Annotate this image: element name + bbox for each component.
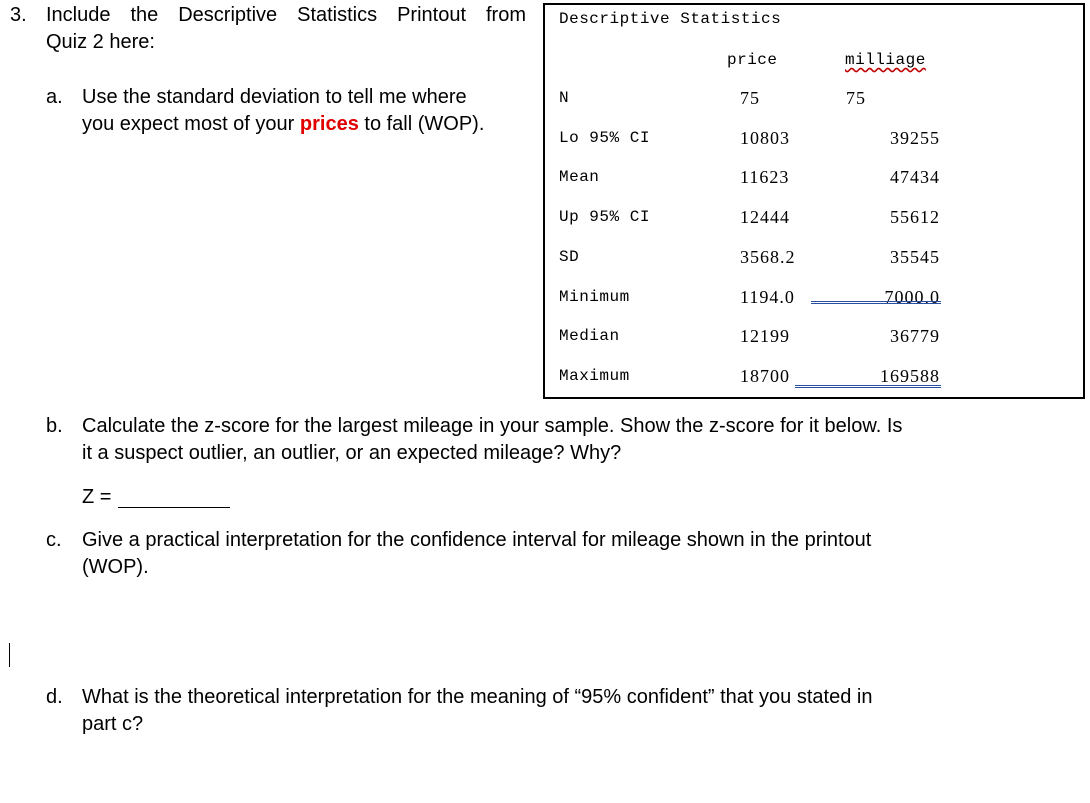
double-underline-min bbox=[811, 301, 941, 302]
part-c-line2: (WOP). bbox=[82, 556, 149, 578]
part-c-line1: Give a practical interpretation for the confidence interval for mileage shown in the printout bbox=[82, 529, 872, 551]
stats-row-price: 75 bbox=[740, 88, 760, 108]
descriptive-statistics-box bbox=[543, 3, 1085, 399]
stats-title: Descriptive Statistics bbox=[559, 10, 782, 28]
stats-row-mileage: 36779 bbox=[890, 326, 940, 346]
stats-row-label: Up 95% CI bbox=[559, 208, 650, 226]
part-a-line2 bbox=[82, 111, 484, 138]
stats-row-price: 10803 bbox=[740, 128, 790, 148]
stats-row-price: 12199 bbox=[740, 326, 790, 346]
part-c-letter: c. bbox=[46, 529, 62, 551]
stats-row-mileage: 47434 bbox=[890, 167, 940, 187]
double-underline-max bbox=[795, 385, 941, 386]
stats-row-label: Mean bbox=[559, 168, 600, 186]
part-d-letter: d. bbox=[46, 686, 63, 708]
stats-row-label: Lo 95% CI bbox=[559, 129, 650, 147]
part-a-line2-post: to fall (WOP). bbox=[358, 113, 485, 135]
stats-row-label: N bbox=[559, 89, 570, 107]
question-number: 3. bbox=[10, 4, 27, 26]
stats-header-price: price bbox=[727, 51, 778, 69]
part-b-letter: b. bbox=[46, 415, 63, 437]
z-answer-blank[interactable] bbox=[118, 507, 230, 508]
part-a-line1: Use the standard deviation to tell me where bbox=[82, 86, 467, 108]
stats-row-mileage: 169588 bbox=[880, 366, 940, 386]
stats-row-price: 12444 bbox=[740, 207, 790, 227]
z-label: Z = bbox=[82, 486, 112, 508]
part-a-letter: a. bbox=[46, 86, 63, 108]
stats-row-label: SD bbox=[559, 248, 580, 266]
part-b-line1: Calculate the z-score for the largest mileage in your sample. Show the z-score for it below. Is bbox=[82, 415, 903, 437]
stats-row-mileage: 55612 bbox=[890, 207, 940, 227]
stats-row-price: 11623 bbox=[740, 167, 790, 187]
question-3-line1: Include the Descriptive Statistics Printout from bbox=[46, 4, 526, 26]
part-d-line1: What is the theoretical interpretation for the meaning of “95% confident” that you stated in bbox=[82, 686, 873, 708]
stats-row-label: Maximum bbox=[559, 367, 630, 385]
stats-row-price: 18700 bbox=[740, 366, 790, 386]
part-b-line2: it a suspect outlier, an outlier, or an expected mileage? Why? bbox=[82, 442, 622, 464]
stats-row-mileage: 35545 bbox=[890, 247, 940, 267]
stats-row-label: Minimum bbox=[559, 288, 630, 306]
part-a-line2-pre: you expect most of your bbox=[82, 113, 300, 135]
stats-row-mileage: 39255 bbox=[890, 128, 940, 148]
stats-row-label: Median bbox=[559, 327, 620, 345]
part-a-highlight-prices: prices bbox=[299, 113, 359, 135]
question-3-line2: Quiz 2 here: bbox=[46, 31, 155, 53]
stats-header-mileage: milliage bbox=[845, 51, 926, 69]
text-cursor bbox=[9, 643, 10, 667]
part-d-line2: part c? bbox=[82, 713, 144, 735]
stats-row-mileage: 75 bbox=[846, 88, 866, 108]
stats-row-price: 3568.2 bbox=[740, 247, 796, 267]
double-underline-min-2 bbox=[811, 303, 941, 304]
double-underline-max-2 bbox=[795, 387, 941, 388]
stats-row-mileage: 7000.0 bbox=[884, 287, 940, 307]
stats-row-price: 1194.0 bbox=[740, 287, 795, 307]
